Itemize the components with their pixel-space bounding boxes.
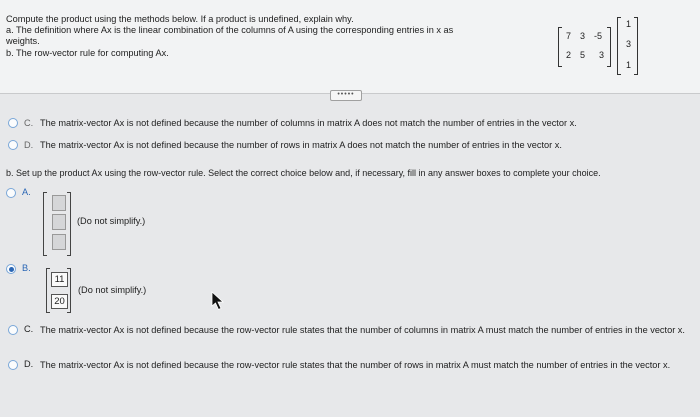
part-b-option-d-letter: D.	[24, 359, 34, 369]
matrix-left-bracket	[558, 27, 562, 67]
part-b-a-answer-box-1[interactable]	[52, 195, 66, 211]
part-b-b-left-bracket	[46, 268, 50, 313]
vector-x-2: 3	[626, 39, 632, 49]
part-b-a-right-bracket	[67, 192, 71, 256]
part-b-option-a-radio[interactable]	[6, 188, 16, 198]
matrix-a-11: 7	[566, 31, 572, 41]
question-prompt	[6, 14, 526, 59]
matrix-a-21: 2	[566, 50, 572, 60]
matrix-a-22: 5	[580, 50, 586, 60]
vector-left-bracket	[617, 17, 621, 75]
matrix-a-23: 3	[599, 50, 605, 60]
vector-x-1: 1	[626, 19, 632, 29]
part-a-option-d-text: The matrix-vector Ax is not defined because the number of rows in matrix A does not match the number of entries in the vector x.	[40, 140, 562, 150]
part-b-option-c-radio[interactable]	[8, 325, 18, 335]
part-b-option-c-letter: C.	[24, 324, 34, 334]
part-b-a-left-bracket	[43, 192, 47, 256]
part-b-b-note: (Do not simplify.)	[78, 285, 147, 295]
part-b-option-b-radio[interactable]	[6, 264, 16, 274]
mouse-cursor-icon	[210, 291, 226, 311]
part-b-option-d-text: The matrix-vector Ax is not defined because the row-vector rule states that the number of rows in matrix A must match the number of entries in the vector x.	[40, 360, 671, 370]
part-a-option-c-text: The matrix-vector Ax is not defined because the number of columns in matrix A does not match the number of entries in the vector x.	[40, 118, 577, 128]
vector-x-3: 1	[626, 60, 632, 70]
part-b-b-answer-box-2[interactable]: 20	[51, 294, 68, 309]
vector-right-bracket	[634, 17, 638, 75]
part-a-option-d-letter: D.	[24, 140, 34, 150]
part-b-a-note: (Do not simplify.)	[77, 216, 146, 226]
prompt-line-4: b. The row-vector rule for computing Ax.	[6, 47, 169, 58]
part-b-option-c-text: The matrix-vector Ax is not defined because the row-vector rule states that the number of columns in matrix A must match the number of entries in the vector x.	[40, 325, 685, 335]
part-a-option-c-letter: C.	[24, 118, 34, 128]
part-b-b-right-bracket	[67, 268, 71, 313]
part-a-option-d-radio[interactable]	[8, 140, 18, 150]
part-b-b-answer-box-1[interactable]: 11	[51, 272, 68, 287]
part-b-option-d-radio[interactable]	[8, 360, 18, 370]
part-b-option-b-letter: B.	[22, 263, 31, 273]
part-b-option-a-letter: A.	[22, 187, 31, 197]
matrix-right-bracket	[607, 27, 611, 67]
expand-more-button[interactable]: •••••	[330, 90, 362, 101]
prompt-line-2: a. The definition where Ax is the linear combination of the columns of A using the corresponding entries in x as	[6, 25, 454, 36]
prompt-line-3: weights.	[6, 36, 40, 47]
part-a-option-c-radio[interactable]	[8, 118, 18, 128]
part-b-a-answer-box-3[interactable]	[52, 234, 66, 250]
matrix-a-12: 3	[580, 31, 586, 41]
matrix-a-13: -5	[594, 31, 603, 41]
part-b-instruction: b. Set up the product Ax using the row-vector rule. Select the correct choice below and, if necessary, fill in any answer boxes to complete your choice.	[6, 168, 601, 178]
part-b-a-answer-box-2[interactable]	[52, 214, 66, 230]
prompt-line-1: Compute the product using the methods below. If a product is undefined, explain why.	[6, 14, 354, 24]
